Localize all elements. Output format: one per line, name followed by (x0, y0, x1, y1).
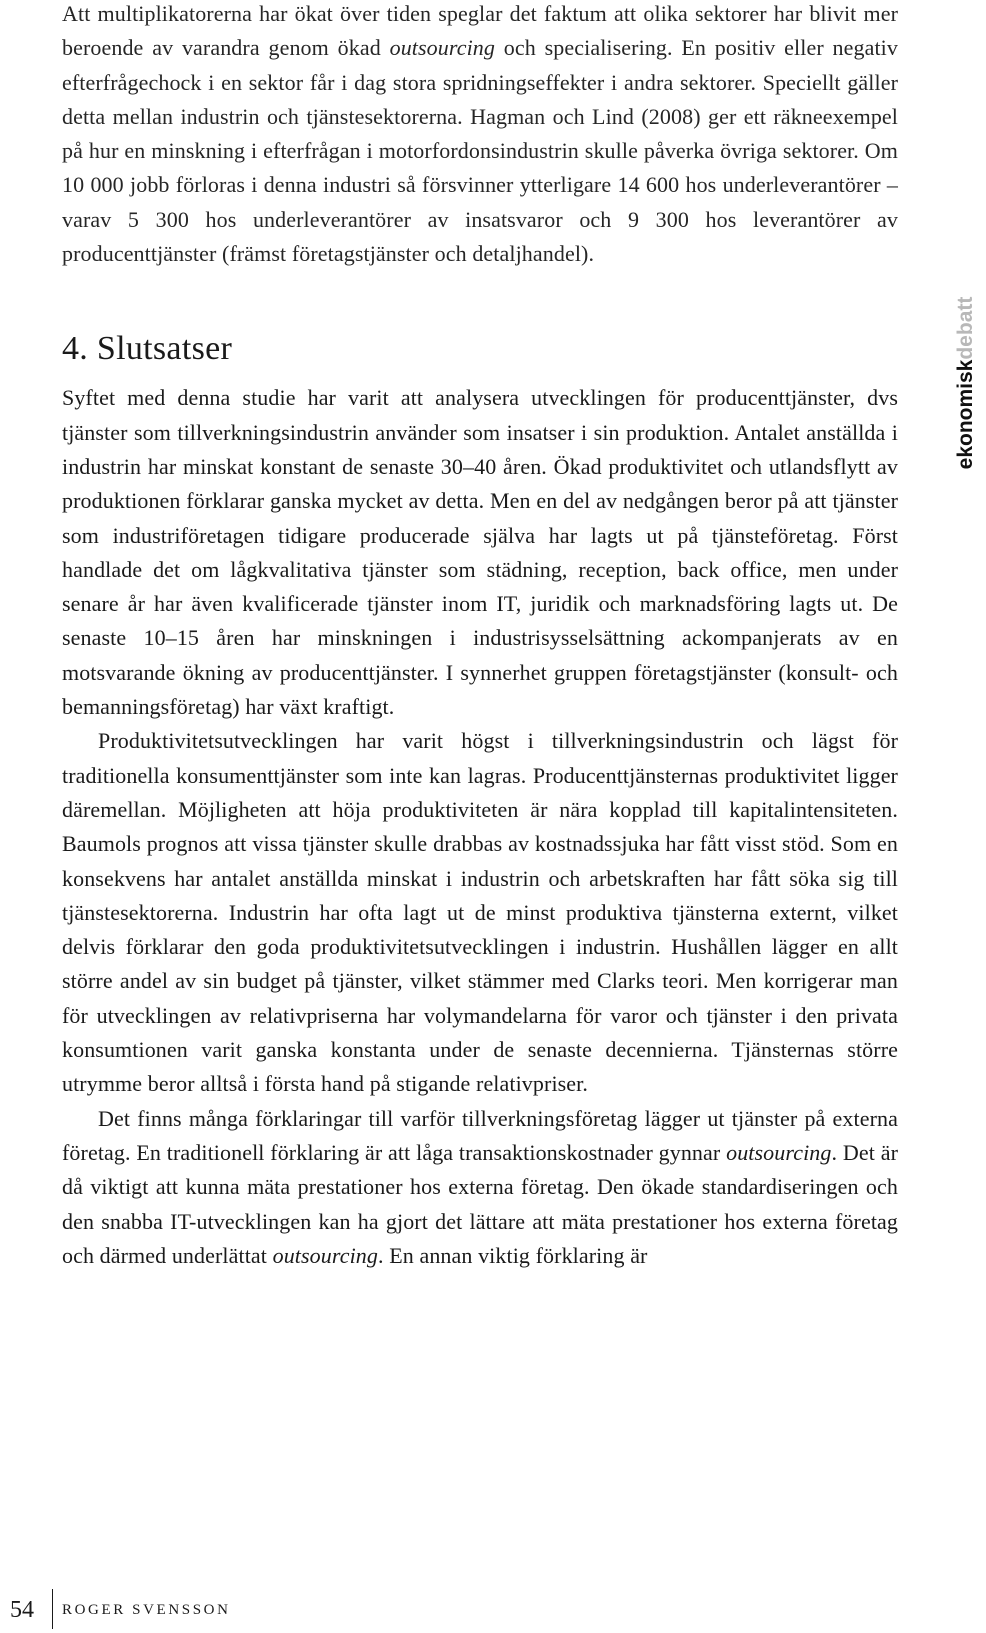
paragraph-syftet: Syftet med denna studie har varit att analysera utvecklingen för producenttjänster, dvs tjänster som tillverkningsindustrin använder som insatser i sin produktion. Antalet anställda i industrin har minskat konstant de senaste 30–40 åren. Ökad produktivitet och utlandsflytt av produktionen förklarar ganska mycket av detta. Men en del av nedgången beror på att tjänster som industriföretagen tidigare producerade själva har lagts ut på tjänsteföretag. Först handlade det om lågkvalitativa tjänster som städning, reception, back office, men under senare år har även kvalificerade tjänster inom IT, juridik och marknadsföring lagts ut. De senaste 10–15 åren har minskningen i industrisysselsättning ackompanjerats av en motsvarande ökning av producenttjänster. I synnerhet gruppen företagstjänster (konsult- och bemanningsföretag) har växt kraftigt. (62, 385, 898, 720)
italic-term: outsourcing (726, 1139, 832, 1165)
paragraph-text: . En annan viktig förklaring är (378, 1242, 648, 1268)
journal-name-light: debatt (954, 296, 977, 360)
paragraph-text: Att multiplikatorerna har ökat över tiden speglar det faktum att olika sektorer har blivit mer beroende av varandra genom ökad (62, 1, 898, 61)
page-number: 54 (10, 1597, 34, 1623)
italic-term: outsourcing (389, 35, 495, 61)
paragraph-multiplikatorer (62, 0, 898, 271)
section-heading: 4. Slutsatser (62, 330, 233, 368)
journal-name-strong: ekonomisk (954, 359, 977, 470)
paragraph-text: och specialisering. En positiv eller negativ efterfrågechock i en sektor får i dag stora spridningseffekter i andra sektorer. Speciellt gäller detta mellan industrin och tjänstesektorerna. Hagman och Lind (2008) ger ett räkneexempel på hur en minskning i efterfrågan i motorfordonsindustrin skulle påverka övriga sektorer. Om 10 000 jobb förloras i denna industri så försvinner ytterligare 14 600 hos underleverantörer – varav 5 300 hos underleverantörer av insatsvaror och 9 300 hos leverantörer av producenttjänster (främst företagstjänster och detaljhandel). (62, 35, 898, 267)
author-name: ROGER SVENSSON (62, 1602, 231, 1618)
paragraph-forklaringar (62, 1102, 898, 1273)
italic-term: outsourcing (272, 1242, 379, 1268)
journal-name (946, 288, 986, 478)
paragraph-text: Det finns många förklaringar till varför tillverkningsföretag lägger ut tjänster på externa företag. En traditionell förklaring är att låga transaktionskostnader gynnar (62, 1105, 898, 1165)
paragraph-produktivitet: Produktivitetsutvecklingen har varit högst i tillverkningsindustrin och lägst för traditionella konsumenttjänster som inte kan lagras. Producenttjänsternas produktivitet ligger däremellan. Möjligheten att höja produktiviteten är nära kopplad till kapitalintensiteten. Baumols prognos att vissa tjänster skulle drabbas av kostnadssjuka har fått visst stöd. Som en konsekvens har antalet anställda minskat i industrin och arbetskraften har fått söka sig till tjänstesektorerna. Industrin har ofta lagt ut de minst produktiva tjänsterna externt, vilket delvis förklarar den goda produktivitetsutvecklingen i industrin. Hushållen lägger en allt större andel av sin budget på tjänster, vilket stämmer med Clarks teori. Men korrigerar man för utvecklingen av relativpriserna har volymandelarna för varor och tjänster i den privata konsumtionen varit ganska konstanta under de senaste decennierna. Tjänsternas större utrymme beror alltså i första hand på stigande relativpriser. (62, 728, 898, 1097)
paragraph-text: . Det är då viktigt att kunna mäta prestationer hos externa företag. Den ökade standardiseringen och den snabba IT-utvecklingen kan ha gjort det lättare att mäta prestationer hos externa företag och därmed underlättat (62, 1139, 899, 1268)
footer-divider (52, 1589, 53, 1629)
journal-side-label (906, 288, 977, 478)
main-text-column (62, 0, 898, 1273)
page-footer (0, 1595, 960, 1625)
